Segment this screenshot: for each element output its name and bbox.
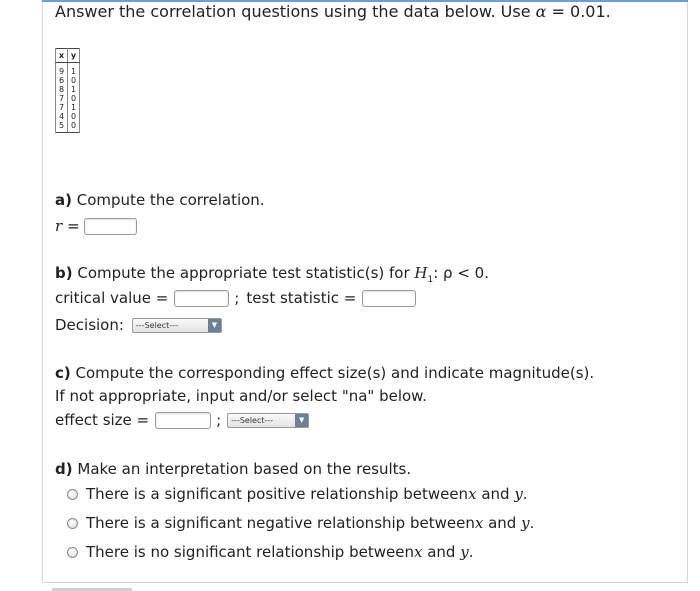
cell-y: 0	[68, 121, 80, 133]
interpretation-option-none[interactable]	[67, 543, 473, 561]
option-text: .	[468, 543, 474, 561]
part-b-prompt: b) Compute the appropriate test statistic(s) for $H_1$: ρ < 0.	[55, 264, 489, 285]
var-x: x	[468, 485, 477, 503]
chevron-down-icon: ▼	[208, 319, 221, 332]
cell-x: 7	[56, 103, 68, 112]
radio-button[interactable]	[67, 518, 78, 529]
cell-x: 5	[56, 121, 68, 133]
var-y: y	[514, 485, 523, 503]
option-text: .	[529, 514, 535, 532]
correlation-input[interactable]	[84, 218, 137, 235]
critical-value-input[interactable]	[174, 290, 229, 307]
radio-button[interactable]	[67, 489, 78, 500]
magnitude-select[interactable]	[227, 413, 309, 428]
part-a-answer-row	[55, 217, 137, 235]
var-y: y	[521, 514, 530, 532]
cell-x: 8	[56, 85, 68, 94]
table-row	[56, 94, 80, 103]
effect-size-input[interactable]	[155, 412, 211, 429]
critical-value-label: critical value =	[55, 289, 169, 307]
question-intro: Answer the correlation questions using the data below. Use α = 0.01.	[55, 2, 611, 21]
interpretation-option-positive[interactable]	[67, 485, 528, 503]
var-x: x	[413, 543, 423, 561]
table-row	[56, 112, 80, 121]
option-text: There is no significant relationship between	[86, 543, 414, 561]
test-statistic-input[interactable]	[362, 290, 416, 307]
option-text: and	[422, 543, 461, 561]
separator: ;	[216, 411, 222, 429]
column-header-x: x	[56, 49, 68, 63]
magnitude-select-value: ---Select---	[231, 415, 274, 425]
var-x: x	[474, 514, 484, 532]
cell-y: 1	[68, 63, 80, 77]
table-row	[56, 85, 80, 94]
var-y: y	[460, 543, 469, 561]
test-statistic-label: test statistic =	[246, 289, 357, 307]
r-label: r	[55, 217, 63, 235]
option-text: There is a significant positive relationship between	[86, 485, 469, 503]
decision-select[interactable]	[132, 318, 222, 333]
cell-x: 4	[56, 112, 68, 121]
part-c-prompt-2: If not appropriate, input and/or select "na" below.	[55, 387, 427, 405]
separator: ;	[234, 289, 240, 307]
option-text: and	[476, 485, 515, 503]
option-text: .	[522, 485, 528, 503]
table-row	[56, 103, 80, 112]
column-header-y: y	[68, 49, 80, 63]
equals-sign: =	[67, 217, 80, 235]
table-row	[56, 76, 80, 85]
part-c-answer-row	[55, 411, 309, 429]
table-row	[56, 121, 80, 133]
interpretation-option-negative[interactable]	[67, 514, 534, 532]
cell-y: 0	[68, 94, 80, 103]
radio-button[interactable]	[67, 547, 78, 558]
part-c-prompt: c) Compute the corresponding effect size(s) and indicate magnitude(s).	[55, 364, 595, 382]
cell-y: 0	[68, 76, 80, 85]
decision-row	[55, 316, 222, 334]
part-d-prompt: d) Make an interpretation based on the results.	[55, 460, 412, 478]
cell-y: 1	[68, 85, 80, 94]
cell-x: 6	[56, 76, 68, 85]
cell-x: 9	[56, 63, 68, 77]
data-table	[55, 48, 80, 133]
part-b-answer-row	[55, 289, 416, 307]
decision-select-value: ---Select---	[135, 320, 178, 330]
cell-y: 0	[68, 112, 80, 121]
effect-size-label: effect size =	[55, 411, 150, 429]
decision-label: Decision:	[55, 316, 124, 334]
cell-x: 7	[56, 94, 68, 103]
option-text: and	[483, 514, 522, 532]
option-text: There is a significant negative relationship between	[86, 514, 475, 532]
cell-y: 1	[68, 103, 80, 112]
part-a-prompt: a) Compute the correlation.	[55, 191, 265, 209]
table-row	[56, 63, 80, 77]
chevron-down-icon: ▼	[295, 414, 308, 427]
